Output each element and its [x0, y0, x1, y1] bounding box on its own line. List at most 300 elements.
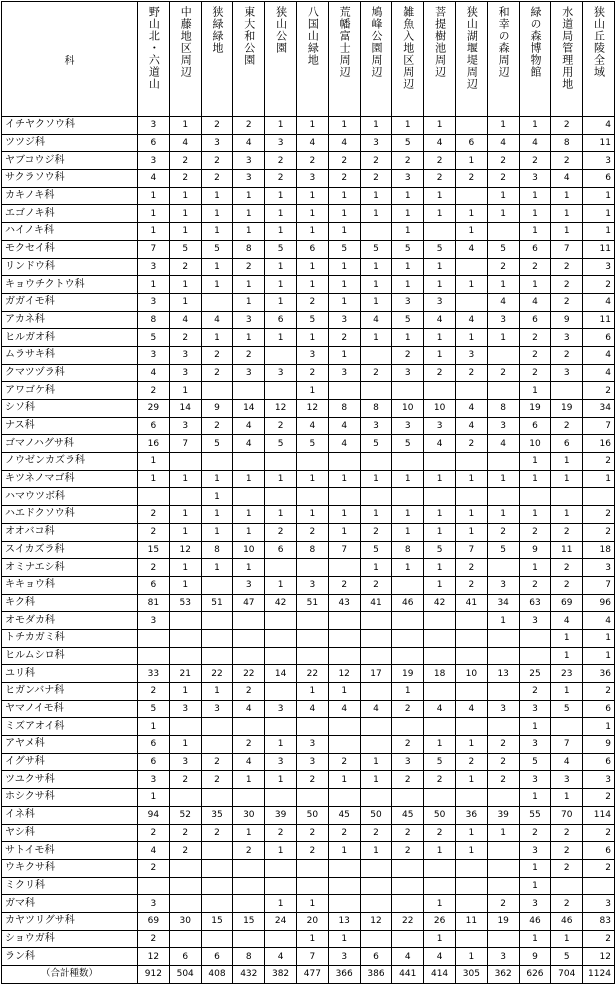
count-cell: 12 — [265, 400, 297, 418]
count-cell — [265, 382, 297, 400]
count-cell: 4 — [551, 753, 583, 771]
count-cell: 1 — [296, 683, 328, 701]
count-cell: 1 — [328, 117, 360, 135]
table-row — [2, 647, 615, 665]
count-cell: 3 — [583, 771, 615, 789]
count-cell: 1 — [519, 789, 551, 807]
count-cell: 1 — [233, 223, 265, 241]
count-cell: 4 — [233, 417, 265, 435]
family-name: イグサ科 — [2, 753, 138, 771]
family-name: シソ科 — [2, 400, 138, 418]
count-cell: 2 — [138, 559, 170, 577]
count-cell: 4 — [138, 842, 170, 860]
count-cell: 1 — [424, 842, 456, 860]
count-cell: 2 — [296, 293, 328, 311]
count-cell — [138, 877, 170, 895]
count-cell: 2 — [519, 683, 551, 701]
count-cell: 2 — [392, 842, 424, 860]
count-cell — [265, 718, 297, 736]
count-cell — [360, 736, 392, 754]
count-cell — [360, 382, 392, 400]
count-cell: 22 — [233, 665, 265, 683]
location-column-header — [169, 2, 201, 117]
count-cell — [169, 859, 201, 877]
count-cell: 1 — [201, 205, 233, 223]
count-cell: 2 — [487, 736, 519, 754]
count-cell: 2 — [138, 824, 170, 842]
count-cell — [265, 612, 297, 630]
count-cell: 12 — [169, 541, 201, 559]
count-cell: 1 — [455, 470, 487, 488]
count-cell: 63 — [519, 594, 551, 612]
count-cell: 1 — [487, 506, 519, 524]
table-row — [2, 134, 615, 152]
count-cell: 29 — [138, 400, 170, 418]
count-cell: 3 — [138, 612, 170, 630]
count-cell — [201, 293, 233, 311]
count-cell: 1 — [487, 470, 519, 488]
count-cell: 1 — [392, 223, 424, 241]
count-cell: 1 — [551, 789, 583, 807]
count-cell: 22 — [201, 665, 233, 683]
count-cell — [392, 930, 424, 948]
count-cell — [296, 629, 328, 647]
count-cell: 2 — [360, 824, 392, 842]
count-cell: 50 — [296, 806, 328, 824]
count-cell: 2 — [201, 152, 233, 170]
count-cell — [169, 895, 201, 913]
count-cell: 3 — [138, 895, 170, 913]
count-cell: 39 — [265, 806, 297, 824]
count-cell: 2 — [487, 152, 519, 170]
count-cell: 4 — [455, 240, 487, 258]
count-cell: 50 — [424, 806, 456, 824]
count-cell — [551, 877, 583, 895]
count-cell: 1 — [233, 771, 265, 789]
count-cell: 1 — [392, 276, 424, 294]
count-cell: 4 — [487, 293, 519, 311]
count-cell: 1 — [201, 276, 233, 294]
count-cell: 96 — [583, 594, 615, 612]
count-cell: 3 — [296, 576, 328, 594]
count-cell: 1 — [424, 187, 456, 205]
count-cell: 1 — [201, 258, 233, 276]
count-cell: 2 — [583, 824, 615, 842]
count-cell: 94 — [138, 806, 170, 824]
count-cell: 2 — [519, 329, 551, 347]
count-cell: 2 — [487, 895, 519, 913]
count-cell: 14 — [233, 400, 265, 418]
count-cell: 11 — [455, 912, 487, 930]
count-cell: 33 — [138, 665, 170, 683]
count-cell: 1 — [519, 718, 551, 736]
table-row — [2, 824, 615, 842]
count-cell: 4 — [328, 435, 360, 453]
count-cell: 114 — [583, 806, 615, 824]
table-row — [2, 346, 615, 364]
count-cell — [328, 612, 360, 630]
table-row — [2, 594, 615, 612]
count-cell: 2 — [519, 824, 551, 842]
count-cell: 4 — [201, 311, 233, 329]
count-cell: 3 — [392, 170, 424, 188]
count-cell: 2 — [487, 753, 519, 771]
count-cell: 1 — [169, 559, 201, 577]
count-cell: 2 — [424, 152, 456, 170]
count-cell — [201, 576, 233, 594]
location-column-label: 狭緑緑地 — [210, 6, 224, 54]
count-cell: 3 — [138, 258, 170, 276]
count-cell: 8 — [201, 541, 233, 559]
count-cell: 2 — [392, 152, 424, 170]
count-cell: 4 — [328, 700, 360, 718]
count-cell — [169, 453, 201, 471]
count-cell: 2 — [583, 683, 615, 701]
count-cell: 6 — [519, 417, 551, 435]
count-cell: 1 — [233, 559, 265, 577]
count-cell: 2 — [169, 329, 201, 347]
count-cell — [265, 877, 297, 895]
count-cell: 1 — [424, 559, 456, 577]
count-cell: 3 — [233, 364, 265, 382]
count-cell: 4 — [360, 700, 392, 718]
count-cell: 3 — [392, 293, 424, 311]
count-cell — [169, 718, 201, 736]
count-cell: 3 — [487, 311, 519, 329]
count-cell: 2 — [519, 152, 551, 170]
count-cell: 2 — [487, 258, 519, 276]
total-cell: 504 — [169, 966, 201, 984]
family-name: ウキクサ科 — [2, 859, 138, 877]
count-cell: 9 — [519, 948, 551, 966]
count-cell: 1 — [360, 117, 392, 135]
count-cell — [360, 718, 392, 736]
family-name: キク科 — [2, 594, 138, 612]
count-cell: 1 — [360, 293, 392, 311]
count-cell: 1 — [328, 276, 360, 294]
count-cell: 1 — [424, 346, 456, 364]
count-cell: 2 — [201, 346, 233, 364]
count-cell: 39 — [487, 806, 519, 824]
count-cell: 1 — [519, 877, 551, 895]
family-name: モクセイ科 — [2, 240, 138, 258]
count-cell: 2 — [583, 523, 615, 541]
count-cell — [360, 223, 392, 241]
count-cell — [233, 895, 265, 913]
count-cell: 1 — [201, 470, 233, 488]
count-cell: 1 — [392, 523, 424, 541]
total-cell: 366 — [328, 966, 360, 984]
count-cell: 1 — [233, 293, 265, 311]
count-cell — [455, 187, 487, 205]
count-cell — [265, 930, 297, 948]
family-name: オモダカ科 — [2, 612, 138, 630]
count-cell: 6 — [551, 435, 583, 453]
count-cell: 1 — [265, 205, 297, 223]
count-cell: 1 — [455, 152, 487, 170]
count-cell: 2 — [392, 824, 424, 842]
count-cell: 2 — [487, 364, 519, 382]
count-cell — [233, 612, 265, 630]
count-cell: 1 — [583, 187, 615, 205]
count-cell: 1 — [360, 470, 392, 488]
count-cell: 2 — [328, 329, 360, 347]
count-cell: 4 — [551, 170, 583, 188]
count-cell: 42 — [265, 594, 297, 612]
count-cell — [233, 789, 265, 807]
total-cell: 912 — [138, 966, 170, 984]
header-row — [2, 2, 615, 117]
count-cell — [201, 842, 233, 860]
count-cell — [328, 718, 360, 736]
family-name: キョウチクトウ科 — [2, 276, 138, 294]
count-cell: 1 — [201, 506, 233, 524]
count-cell: 1 — [487, 276, 519, 294]
count-cell: 21 — [169, 665, 201, 683]
family-name: キツネノマゴ科 — [2, 470, 138, 488]
count-cell: 2 — [551, 895, 583, 913]
count-cell: 2 — [328, 824, 360, 842]
count-cell: 1 — [138, 470, 170, 488]
location-column-label: 中藤地区周辺 — [179, 6, 193, 78]
count-cell: 2 — [169, 842, 201, 860]
count-cell: 3 — [169, 364, 201, 382]
table-row — [2, 453, 615, 471]
count-cell — [392, 576, 424, 594]
count-cell: 1 — [424, 895, 456, 913]
total-label: （合計種数） — [2, 966, 138, 984]
family-name: ハエドクソウ科 — [2, 506, 138, 524]
family-name: ムラサキ科 — [2, 346, 138, 364]
count-cell: 12 — [583, 948, 615, 966]
count-cell: 2 — [169, 170, 201, 188]
count-cell: 3 — [328, 311, 360, 329]
count-cell: 1 — [233, 329, 265, 347]
count-cell — [519, 647, 551, 665]
count-cell — [392, 895, 424, 913]
count-cell: 2 — [265, 170, 297, 188]
count-cell: 1 — [487, 205, 519, 223]
count-cell: 6 — [583, 170, 615, 188]
count-cell: 2 — [265, 523, 297, 541]
count-cell: 4 — [424, 311, 456, 329]
count-cell — [392, 877, 424, 895]
count-cell: 2 — [328, 576, 360, 594]
count-cell: 2 — [583, 382, 615, 400]
count-cell: 4 — [328, 417, 360, 435]
count-cell: 2 — [392, 700, 424, 718]
location-column-label: 狭山湖堰堤周辺 — [465, 6, 479, 90]
count-cell — [233, 647, 265, 665]
count-cell — [265, 488, 297, 506]
count-cell — [424, 382, 456, 400]
count-cell: 22 — [392, 912, 424, 930]
count-cell — [455, 930, 487, 948]
count-cell — [265, 453, 297, 471]
family-name: サクラソウ科 — [2, 170, 138, 188]
count-cell: 3 — [487, 948, 519, 966]
location-column-header — [201, 2, 233, 117]
count-cell: 2 — [169, 771, 201, 789]
table-row — [2, 700, 615, 718]
count-cell: 69 — [138, 912, 170, 930]
count-cell — [296, 647, 328, 665]
table-row — [2, 187, 615, 205]
count-cell: 5 — [519, 753, 551, 771]
count-cell: 3 — [138, 117, 170, 135]
count-cell: 2 — [296, 523, 328, 541]
count-cell: 6 — [138, 753, 170, 771]
count-cell: 1 — [392, 205, 424, 223]
count-cell: 3 — [360, 134, 392, 152]
count-cell: 1 — [296, 223, 328, 241]
count-cell: 1 — [169, 276, 201, 294]
count-cell: 6 — [201, 948, 233, 966]
family-name: ヒルガオ科 — [2, 329, 138, 347]
count-cell: 2 — [296, 771, 328, 789]
table-row — [2, 364, 615, 382]
count-cell: 8 — [551, 134, 583, 152]
count-cell — [296, 877, 328, 895]
location-column-header — [392, 2, 424, 117]
count-cell: 6 — [455, 134, 487, 152]
count-cell: 2 — [201, 824, 233, 842]
table-row — [2, 205, 615, 223]
count-cell: 2 — [551, 152, 583, 170]
count-cell — [360, 453, 392, 471]
count-cell: 2 — [138, 523, 170, 541]
count-cell: 1 — [424, 329, 456, 347]
count-cell: 2 — [583, 789, 615, 807]
count-cell: 1 — [265, 470, 297, 488]
count-cell: 1 — [201, 683, 233, 701]
count-cell: 1 — [328, 683, 360, 701]
count-cell — [360, 346, 392, 364]
count-cell: 2 — [201, 417, 233, 435]
count-cell: 1 — [265, 258, 297, 276]
count-cell — [360, 859, 392, 877]
total-cell: 382 — [265, 966, 297, 984]
count-cell: 1 — [169, 223, 201, 241]
count-cell: 18 — [424, 665, 456, 683]
count-cell: 1 — [169, 683, 201, 701]
count-cell: 16 — [138, 435, 170, 453]
count-cell — [455, 629, 487, 647]
count-cell: 3 — [296, 736, 328, 754]
count-cell: 1 — [583, 629, 615, 647]
count-cell: 9 — [201, 400, 233, 418]
count-cell — [487, 789, 519, 807]
count-cell: 2 — [551, 258, 583, 276]
table-row — [2, 877, 615, 895]
count-cell: 4 — [583, 117, 615, 135]
location-column-label: 水道局管理用地 — [560, 6, 574, 90]
count-cell: 1 — [551, 187, 583, 205]
count-cell: 1 — [583, 470, 615, 488]
count-cell: 16 — [583, 435, 615, 453]
count-cell: 2 — [551, 346, 583, 364]
count-cell: 1 — [201, 223, 233, 241]
count-cell: 2 — [551, 523, 583, 541]
count-cell: 4 — [455, 311, 487, 329]
count-cell: 50 — [360, 806, 392, 824]
count-cell — [328, 789, 360, 807]
count-cell: 7 — [583, 576, 615, 594]
count-cell: 1 — [265, 223, 297, 241]
table-row — [2, 859, 615, 877]
count-cell — [424, 647, 456, 665]
family-name: ナス科 — [2, 417, 138, 435]
count-cell: 2 — [551, 824, 583, 842]
count-cell — [424, 789, 456, 807]
count-cell: 1 — [551, 453, 583, 471]
family-name: アヤメ科 — [2, 736, 138, 754]
count-cell: 1 — [169, 736, 201, 754]
count-cell: 2 — [328, 170, 360, 188]
count-cell: 3 — [138, 293, 170, 311]
location-column-label: 雑魚入地区周辺 — [401, 6, 415, 90]
table-row — [2, 912, 615, 930]
location-column-label: 緑の森博物館 — [528, 6, 542, 78]
count-cell: 1 — [138, 187, 170, 205]
total-cell: 362 — [487, 966, 519, 984]
count-cell: 3 — [296, 753, 328, 771]
location-column-label: 和幸の森周辺 — [497, 6, 511, 78]
family-name: スイカズラ科 — [2, 541, 138, 559]
count-cell: 2 — [233, 683, 265, 701]
count-cell: 34 — [583, 400, 615, 418]
count-cell: 46 — [519, 912, 551, 930]
count-cell: 35 — [201, 806, 233, 824]
count-cell: 8 — [328, 400, 360, 418]
count-cell: 3 — [424, 293, 456, 311]
count-cell: 1 — [583, 205, 615, 223]
count-cell — [265, 859, 297, 877]
count-cell — [328, 629, 360, 647]
count-cell — [328, 382, 360, 400]
count-cell: 1 — [424, 117, 456, 135]
count-cell: 5 — [169, 240, 201, 258]
count-cell: 1 — [201, 329, 233, 347]
count-cell: 1 — [328, 470, 360, 488]
count-cell: 2 — [169, 258, 201, 276]
count-cell: 1 — [392, 470, 424, 488]
count-cell: 3 — [519, 895, 551, 913]
count-cell — [424, 877, 456, 895]
count-cell: 7 — [138, 240, 170, 258]
location-column-header — [138, 2, 170, 117]
table-row — [2, 541, 615, 559]
count-cell — [201, 789, 233, 807]
location-column-header — [583, 2, 615, 117]
count-cell: 2 — [519, 258, 551, 276]
table-row — [2, 806, 615, 824]
count-cell: 3 — [551, 771, 583, 789]
count-cell — [296, 612, 328, 630]
count-cell: 4 — [455, 700, 487, 718]
count-cell: 5 — [360, 435, 392, 453]
count-cell — [201, 895, 233, 913]
count-cell: 22 — [296, 665, 328, 683]
count-cell: 4 — [233, 134, 265, 152]
count-cell: 1 — [201, 559, 233, 577]
count-cell: 2 — [360, 523, 392, 541]
count-cell — [138, 647, 170, 665]
count-cell — [169, 612, 201, 630]
count-cell: 1 — [583, 718, 615, 736]
count-cell — [455, 612, 487, 630]
count-cell: 6 — [265, 311, 297, 329]
